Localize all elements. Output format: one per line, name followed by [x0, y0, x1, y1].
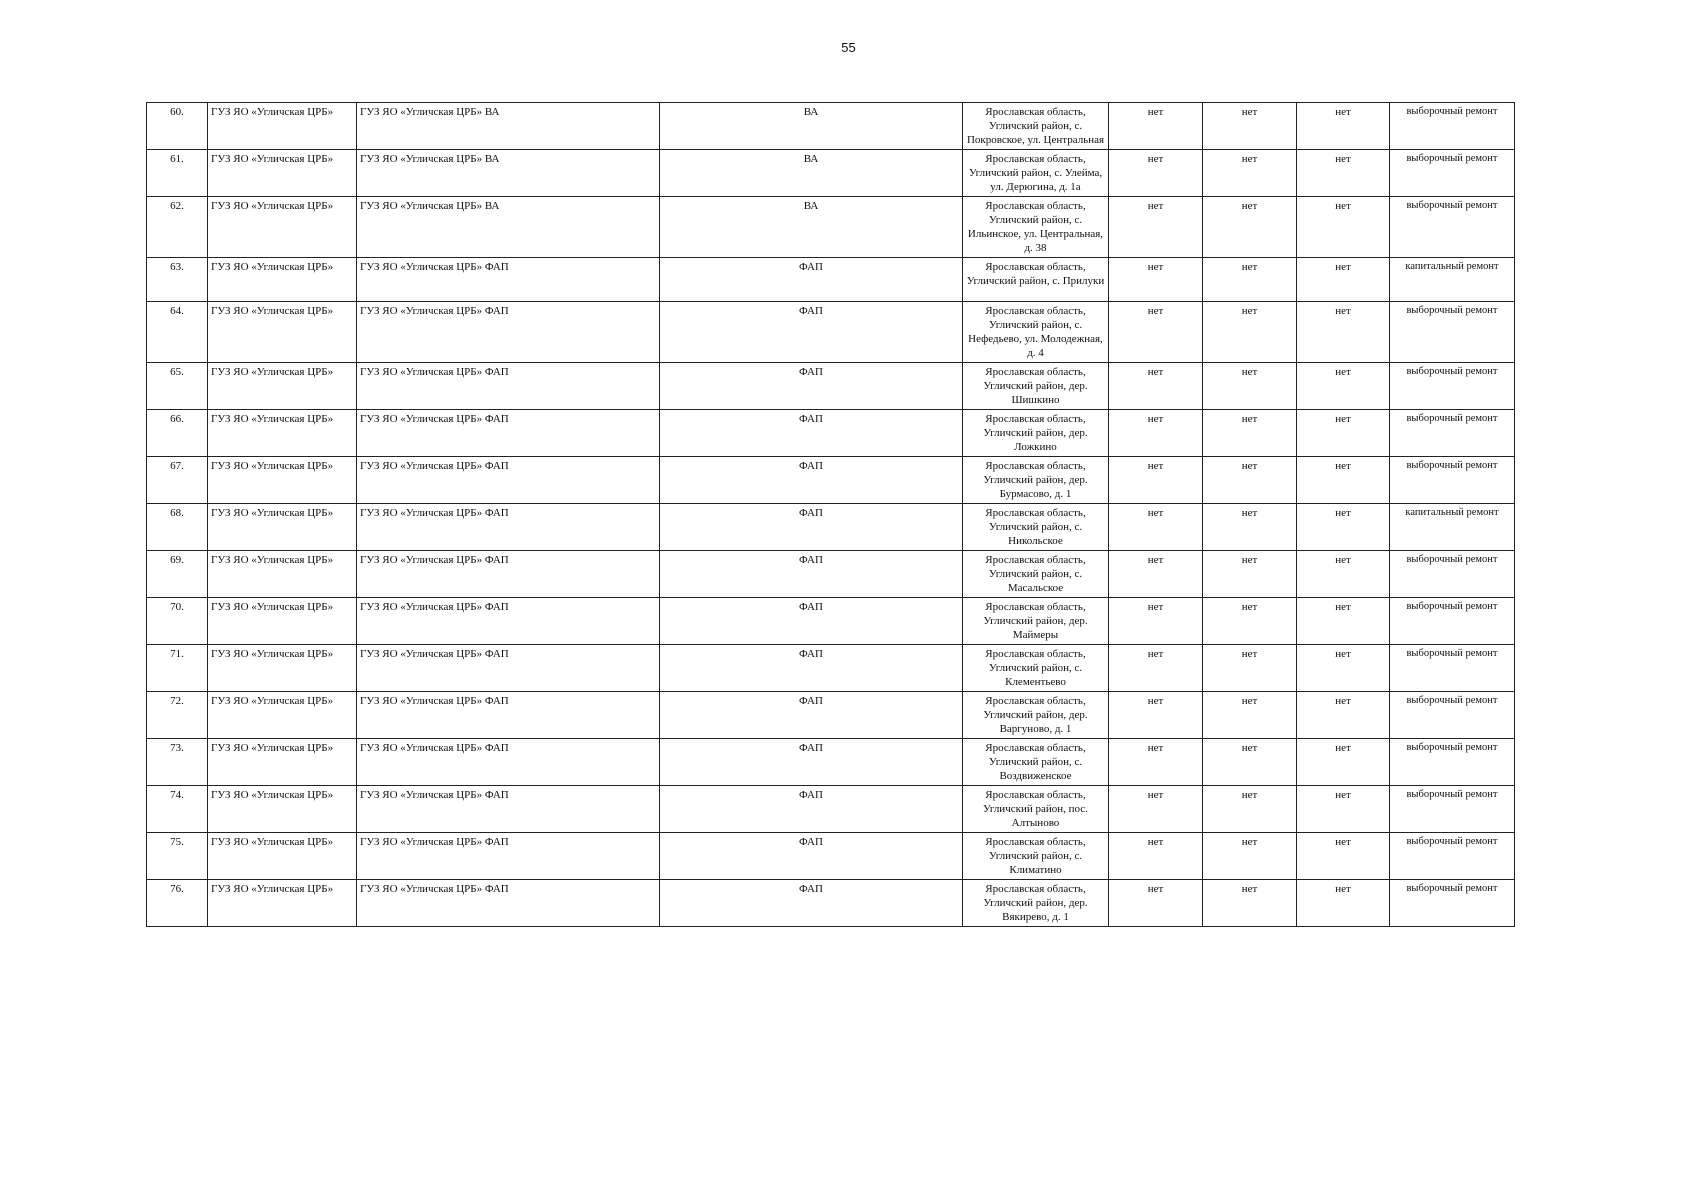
status-cell: нет — [1297, 739, 1390, 786]
facility-type-cell: ФАП — [660, 692, 963, 739]
unit-cell: ГУЗ ЯО «Угличская ЦРБ» ФАП — [357, 880, 660, 927]
address-cell: Ярославская область, Угличский район, с. Покровское, ул. Центральная — [963, 103, 1109, 150]
status-cell: нет — [1203, 739, 1297, 786]
repair-type-cell: выборочный ремонт — [1390, 786, 1515, 833]
status-cell: нет — [1297, 786, 1390, 833]
unit-cell: ГУЗ ЯО «Угличская ЦРБ» ФАП — [357, 410, 660, 457]
status-cell: нет — [1109, 692, 1203, 739]
status-cell: нет — [1203, 833, 1297, 880]
status-cell: нет — [1203, 103, 1297, 150]
table-row — [147, 880, 1515, 927]
status-cell: нет — [1203, 645, 1297, 692]
table-row — [147, 786, 1515, 833]
row-number: 67. — [147, 457, 208, 504]
table-row — [147, 363, 1515, 410]
status-cell: нет — [1109, 197, 1203, 258]
address-cell: Ярославская область, Угличский район, с. Прилуки — [963, 258, 1109, 302]
table-row — [147, 692, 1515, 739]
organization-cell: ГУЗ ЯО «Угличская ЦРБ» — [208, 103, 357, 150]
address-cell: Ярославская область, Угличский район, с. Воздвиженское — [963, 739, 1109, 786]
organization-cell: ГУЗ ЯО «Угличская ЦРБ» — [208, 833, 357, 880]
row-number: 73. — [147, 739, 208, 786]
row-number: 70. — [147, 598, 208, 645]
repair-type-cell: выборочный ремонт — [1390, 739, 1515, 786]
address-cell: Ярославская область, Угличский район, с. Клементьево — [963, 645, 1109, 692]
status-cell: нет — [1109, 598, 1203, 645]
status-cell: нет — [1203, 197, 1297, 258]
status-cell: нет — [1297, 258, 1390, 302]
organization-cell: ГУЗ ЯО «Угличская ЦРБ» — [208, 150, 357, 197]
repair-type-cell: выборочный ремонт — [1390, 880, 1515, 927]
status-cell: нет — [1297, 363, 1390, 410]
row-number: 66. — [147, 410, 208, 457]
row-number: 72. — [147, 692, 208, 739]
status-cell: нет — [1109, 786, 1203, 833]
status-cell: нет — [1109, 150, 1203, 197]
row-number: 74. — [147, 786, 208, 833]
repair-type-cell: выборочный ремонт — [1390, 363, 1515, 410]
status-cell: нет — [1297, 880, 1390, 927]
page-number: 55 — [841, 40, 856, 55]
table-row — [147, 739, 1515, 786]
unit-cell: ГУЗ ЯО «Угличская ЦРБ» ВА — [357, 150, 660, 197]
facility-type-cell: ВА — [660, 150, 963, 197]
row-number: 71. — [147, 645, 208, 692]
repair-type-cell: выборочный ремонт — [1390, 150, 1515, 197]
address-cell: Ярославская область, Угличский район, дер. Варгуново, д. 1 — [963, 692, 1109, 739]
unit-cell: ГУЗ ЯО «Угличская ЦРБ» ФАП — [357, 258, 660, 302]
unit-cell: ГУЗ ЯО «Угличская ЦРБ» ВА — [357, 103, 660, 150]
organization-cell: ГУЗ ЯО «Угличская ЦРБ» — [208, 551, 357, 598]
status-cell: нет — [1297, 692, 1390, 739]
status-cell: нет — [1297, 598, 1390, 645]
status-cell: нет — [1297, 150, 1390, 197]
table-row — [147, 551, 1515, 598]
table-row — [147, 457, 1515, 504]
repair-type-cell: выборочный ремонт — [1390, 103, 1515, 150]
row-number: 61. — [147, 150, 208, 197]
unit-cell: ГУЗ ЯО «Угличская ЦРБ» ФАП — [357, 302, 660, 363]
organization-cell: ГУЗ ЯО «Угличская ЦРБ» — [208, 410, 357, 457]
organization-cell: ГУЗ ЯО «Угличская ЦРБ» — [208, 786, 357, 833]
table-row — [147, 103, 1515, 150]
organization-cell: ГУЗ ЯО «Угличская ЦРБ» — [208, 258, 357, 302]
status-cell: нет — [1297, 645, 1390, 692]
status-cell: нет — [1109, 258, 1203, 302]
unit-cell: ГУЗ ЯО «Угличская ЦРБ» ФАП — [357, 363, 660, 410]
status-cell: нет — [1297, 504, 1390, 551]
status-cell: нет — [1203, 363, 1297, 410]
unit-cell: ГУЗ ЯО «Угличская ЦРБ» ФАП — [357, 739, 660, 786]
row-number: 69. — [147, 551, 208, 598]
unit-cell: ГУЗ ЯО «Угличская ЦРБ» ФАП — [357, 833, 660, 880]
unit-cell: ГУЗ ЯО «Угличская ЦРБ» ФАП — [357, 551, 660, 598]
repair-type-cell: выборочный ремонт — [1390, 833, 1515, 880]
organization-cell: ГУЗ ЯО «Угличская ЦРБ» — [208, 363, 357, 410]
status-cell: нет — [1203, 258, 1297, 302]
status-cell: нет — [1297, 302, 1390, 363]
status-cell: нет — [1109, 504, 1203, 551]
organization-cell: ГУЗ ЯО «Угличская ЦРБ» — [208, 457, 357, 504]
unit-cell: ГУЗ ЯО «Угличская ЦРБ» ФАП — [357, 786, 660, 833]
status-cell: нет — [1297, 103, 1390, 150]
status-cell: нет — [1203, 551, 1297, 598]
unit-cell: ГУЗ ЯО «Угличская ЦРБ» ФАП — [357, 457, 660, 504]
status-cell: нет — [1109, 410, 1203, 457]
repair-type-cell: выборочный ремонт — [1390, 551, 1515, 598]
status-cell: нет — [1203, 504, 1297, 551]
row-number: 68. — [147, 504, 208, 551]
repair-type-cell: выборочный ремонт — [1390, 692, 1515, 739]
address-cell: Ярославская область, Угличский район, дер. Шишкино — [963, 363, 1109, 410]
status-cell: нет — [1203, 302, 1297, 363]
table-row — [147, 645, 1515, 692]
row-number: 63. — [147, 258, 208, 302]
status-cell: нет — [1297, 197, 1390, 258]
status-cell: нет — [1297, 833, 1390, 880]
row-number: 62. — [147, 197, 208, 258]
facility-type-cell: ФАП — [660, 258, 963, 302]
status-cell: нет — [1109, 645, 1203, 692]
facility-type-cell: ФАП — [660, 410, 963, 457]
repair-type-cell: выборочный ремонт — [1390, 645, 1515, 692]
unit-cell: ГУЗ ЯО «Угличская ЦРБ» ВА — [357, 197, 660, 258]
repair-type-cell: выборочный ремонт — [1390, 457, 1515, 504]
facility-type-cell: ФАП — [660, 598, 963, 645]
address-cell: Ярославская область, Угличский район, с. Масальское — [963, 551, 1109, 598]
address-cell: Ярославская область, Угличский район, с. Климатино — [963, 833, 1109, 880]
address-cell: Ярославская область, Угличский район, с. Улейма, ул. Дерюгина, д. 1а — [963, 150, 1109, 197]
row-number: 64. — [147, 302, 208, 363]
facility-type-cell: ФАП — [660, 457, 963, 504]
address-cell: Ярославская область, Угличский район, дер. Бурмасово, д. 1 — [963, 457, 1109, 504]
table-row — [147, 504, 1515, 551]
status-cell: нет — [1203, 410, 1297, 457]
status-cell: нет — [1297, 410, 1390, 457]
status-cell: нет — [1109, 880, 1203, 927]
organization-cell: ГУЗ ЯО «Угличская ЦРБ» — [208, 302, 357, 363]
status-cell: нет — [1109, 457, 1203, 504]
repair-type-cell: выборочный ремонт — [1390, 197, 1515, 258]
address-cell: Ярославская область, Угличский район, с. Нефедьево, ул. Молодежная, д. 4 — [963, 302, 1109, 363]
status-cell: нет — [1109, 551, 1203, 598]
unit-cell: ГУЗ ЯО «Угличская ЦРБ» ФАП — [357, 598, 660, 645]
status-cell: нет — [1109, 302, 1203, 363]
organization-cell: ГУЗ ЯО «Угличская ЦРБ» — [208, 504, 357, 551]
address-cell: Ярославская область, Угличский район, с. Никольское — [963, 504, 1109, 551]
address-cell: Ярославская область, Угличский район, дер. Вякирево, д. 1 — [963, 880, 1109, 927]
facility-type-cell: ФАП — [660, 880, 963, 927]
status-cell: нет — [1203, 598, 1297, 645]
status-cell: нет — [1109, 363, 1203, 410]
row-number: 76. — [147, 880, 208, 927]
facility-type-cell: ФАП — [660, 302, 963, 363]
facility-type-cell: ФАП — [660, 739, 963, 786]
table-row — [147, 258, 1515, 302]
facility-type-cell: ФАП — [660, 551, 963, 598]
repair-type-cell: капитальный ремонт — [1390, 504, 1515, 551]
repair-type-cell: капитальный ремонт — [1390, 258, 1515, 302]
status-cell: нет — [1203, 457, 1297, 504]
organization-cell: ГУЗ ЯО «Угличская ЦРБ» — [208, 692, 357, 739]
facility-type-cell: ФАП — [660, 504, 963, 551]
address-cell: Ярославская область, Угличский район, с. Ильинское, ул. Центральная, д. 38 — [963, 197, 1109, 258]
facility-type-cell: ВА — [660, 197, 963, 258]
status-cell: нет — [1203, 786, 1297, 833]
repair-type-cell: выборочный ремонт — [1390, 410, 1515, 457]
table-row — [147, 598, 1515, 645]
organization-cell: ГУЗ ЯО «Угличская ЦРБ» — [208, 197, 357, 258]
status-cell: нет — [1297, 551, 1390, 598]
unit-cell: ГУЗ ЯО «Угличская ЦРБ» ФАП — [357, 692, 660, 739]
facility-type-cell: ФАП — [660, 833, 963, 880]
table-row — [147, 833, 1515, 880]
table-row — [147, 410, 1515, 457]
address-cell: Ярославская область, Угличский район, дер. Маймеры — [963, 598, 1109, 645]
facility-type-cell: ФАП — [660, 786, 963, 833]
status-cell: нет — [1109, 833, 1203, 880]
facility-type-cell: ФАП — [660, 645, 963, 692]
records-table — [146, 102, 1515, 927]
address-cell: Ярославская область, Угличский район, пос. Алтыново — [963, 786, 1109, 833]
table-body — [147, 103, 1515, 927]
unit-cell: ГУЗ ЯО «Угличская ЦРБ» ФАП — [357, 645, 660, 692]
table-row — [147, 150, 1515, 197]
row-number: 60. — [147, 103, 208, 150]
row-number: 75. — [147, 833, 208, 880]
table-row — [147, 197, 1515, 258]
organization-cell: ГУЗ ЯО «Угличская ЦРБ» — [208, 645, 357, 692]
status-cell: нет — [1203, 880, 1297, 927]
facility-type-cell: ВА — [660, 103, 963, 150]
status-cell: нет — [1109, 739, 1203, 786]
facility-type-cell: ФАП — [660, 363, 963, 410]
status-cell: нет — [1297, 457, 1390, 504]
status-cell: нет — [1109, 103, 1203, 150]
table-row — [147, 302, 1515, 363]
repair-type-cell: выборочный ремонт — [1390, 302, 1515, 363]
row-number: 65. — [147, 363, 208, 410]
status-cell: нет — [1203, 150, 1297, 197]
organization-cell: ГУЗ ЯО «Угличская ЦРБ» — [208, 739, 357, 786]
organization-cell: ГУЗ ЯО «Угличская ЦРБ» — [208, 598, 357, 645]
unit-cell: ГУЗ ЯО «Угличская ЦРБ» ФАП — [357, 504, 660, 551]
address-cell: Ярославская область, Угличский район, дер. Ложкино — [963, 410, 1109, 457]
organization-cell: ГУЗ ЯО «Угличская ЦРБ» — [208, 880, 357, 927]
repair-type-cell: выборочный ремонт — [1390, 598, 1515, 645]
status-cell: нет — [1203, 692, 1297, 739]
